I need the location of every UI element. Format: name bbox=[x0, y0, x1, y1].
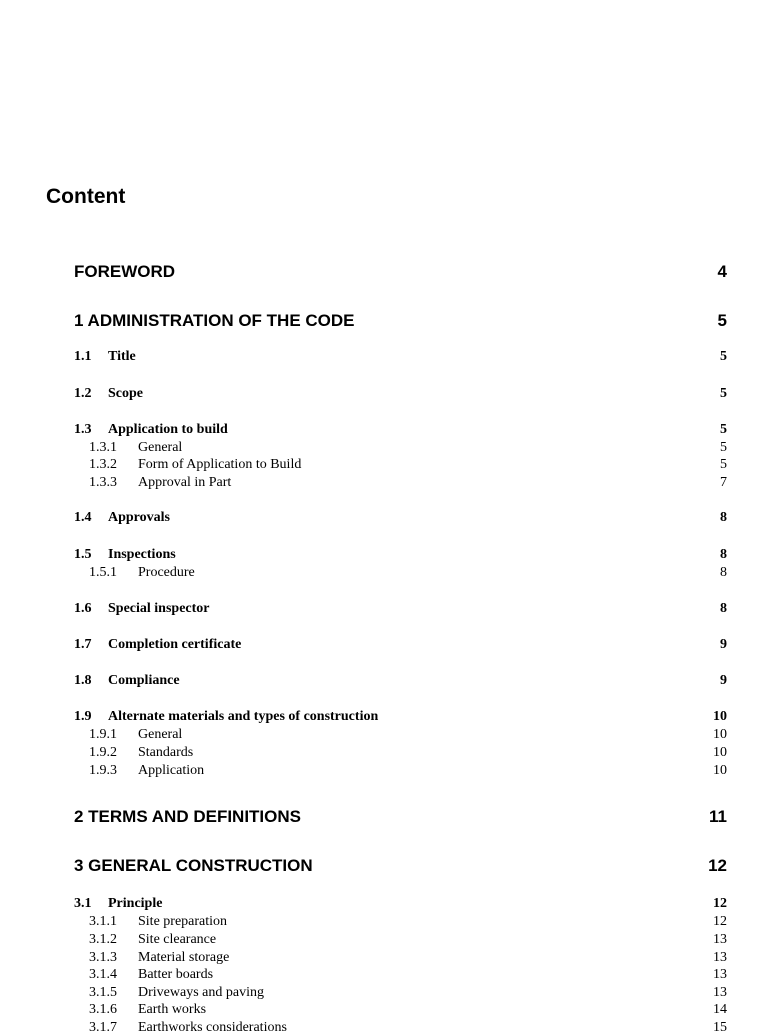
toc-entry-label bbox=[74, 456, 301, 473]
toc-entry-page-number: 8 bbox=[720, 510, 727, 525]
toc-entry-title: Earthworks considerations bbox=[138, 1020, 287, 1035]
toc-entry-number: 3.1.7 bbox=[89, 1020, 117, 1035]
toc-entry-label bbox=[74, 762, 204, 779]
toc-entry-page-number: 10 bbox=[713, 727, 727, 742]
toc-entry-label bbox=[74, 931, 216, 948]
toc-entry-number: 1.3.1 bbox=[89, 440, 117, 455]
toc-entry-section[interactable] bbox=[74, 546, 727, 563]
toc-entry-subsection[interactable] bbox=[74, 966, 727, 983]
toc-entry-label bbox=[74, 311, 355, 331]
toc-entry-label bbox=[74, 744, 193, 761]
toc-entry-number: 1.9.2 bbox=[89, 745, 117, 760]
toc-entry-title: Batter boards bbox=[138, 967, 214, 982]
toc-entry-label bbox=[74, 708, 378, 725]
toc-entry-section[interactable] bbox=[74, 895, 727, 912]
toc-entry-chapter[interactable] bbox=[74, 856, 727, 876]
toc-entry-page-number: 5 bbox=[720, 457, 727, 472]
toc-entry-title: Special inspector bbox=[108, 601, 210, 616]
toc-entry-number: 1.5.1 bbox=[89, 565, 117, 580]
toc-entry-page-number: 4 bbox=[717, 262, 727, 281]
toc-entry-title: Alternate materials and types of construction bbox=[108, 709, 379, 724]
toc-entry-page-number: 13 bbox=[713, 932, 727, 947]
toc-entry-label bbox=[74, 636, 241, 653]
toc-entry-label bbox=[74, 439, 182, 456]
toc-entry-label bbox=[74, 600, 210, 617]
toc-entry-section[interactable] bbox=[74, 600, 727, 617]
toc-entry-label bbox=[74, 672, 180, 689]
toc-entry-subsection[interactable] bbox=[74, 439, 727, 456]
toc-entry-label bbox=[74, 262, 175, 282]
toc-entry-number: 3.1 bbox=[74, 896, 92, 911]
toc-entry-label bbox=[74, 966, 213, 983]
page-title: Content bbox=[46, 185, 126, 208]
toc-entry-title: General bbox=[138, 727, 183, 742]
toc-entry-page-number: 15 bbox=[713, 1020, 727, 1035]
toc-entry-title: Form of Application to Build bbox=[138, 457, 302, 472]
toc-entry-label bbox=[74, 949, 229, 966]
toc-entry-page-number: 5 bbox=[720, 440, 727, 455]
toc-entry-title: 1 ADMINISTRATION OF THE CODE bbox=[74, 311, 355, 330]
toc-entry-page-number: 9 bbox=[720, 673, 727, 688]
toc-entry-number: 1.9.1 bbox=[89, 727, 117, 742]
toc-entry-subsection[interactable] bbox=[74, 762, 727, 779]
toc-entry-title: Site clearance bbox=[138, 932, 217, 947]
toc-entry-label bbox=[74, 421, 228, 438]
toc-entry-title: Site preparation bbox=[138, 914, 228, 929]
toc-entry-subsection[interactable] bbox=[74, 1019, 727, 1036]
toc-entry-label bbox=[74, 984, 264, 1001]
toc-entry-subsection[interactable] bbox=[74, 949, 727, 966]
toc-entry-title: Approval in Part bbox=[138, 475, 232, 490]
toc-entry-page-number: 10 bbox=[713, 763, 727, 778]
toc-entry-number: 3.1.2 bbox=[89, 932, 117, 947]
toc-entry-number: 1.4 bbox=[74, 510, 92, 525]
toc-entry-label bbox=[74, 1001, 206, 1018]
toc-entry-chapter[interactable] bbox=[74, 262, 727, 282]
toc-entry-title: Inspections bbox=[108, 547, 176, 562]
toc-entry-title: 2 TERMS AND DEFINITIONS bbox=[74, 807, 301, 826]
toc-entry-subsection[interactable] bbox=[74, 984, 727, 1001]
toc-entry-label bbox=[74, 474, 231, 491]
toc-entry-label bbox=[74, 895, 162, 912]
toc-entry-number: 1.7 bbox=[74, 637, 92, 652]
toc-entry-subsection[interactable] bbox=[74, 456, 727, 473]
toc-entry-page-number: 5 bbox=[720, 349, 727, 364]
toc-entry-number: 1.2 bbox=[74, 386, 92, 401]
toc-entry-title: Compliance bbox=[108, 673, 180, 688]
toc-entry-section[interactable] bbox=[74, 672, 727, 689]
toc-entry-subsection[interactable] bbox=[74, 1001, 727, 1018]
toc-entry-title: Driveways and paving bbox=[138, 985, 264, 1000]
toc-entry-page-number: 8 bbox=[720, 601, 727, 616]
toc-entry-page-number: 12 bbox=[708, 856, 727, 875]
toc-entry-page-number: 5 bbox=[717, 311, 727, 330]
toc-entry-number: 1.5 bbox=[74, 547, 92, 562]
toc-entry-number: 3.1.3 bbox=[89, 950, 117, 965]
toc-entry-title: Material storage bbox=[138, 950, 230, 965]
toc-entry-page-number: 8 bbox=[720, 547, 727, 562]
toc-entry-title: Application bbox=[138, 763, 205, 778]
toc-entry-subsection[interactable] bbox=[74, 726, 727, 743]
toc-entry-section[interactable] bbox=[74, 636, 727, 653]
toc-entry-title: Approvals bbox=[108, 510, 170, 525]
toc-entry-title: Scope bbox=[108, 386, 143, 401]
toc-entry-title: Earth works bbox=[138, 1002, 207, 1017]
toc-entry-number: 1.6 bbox=[74, 601, 92, 616]
toc-entry-page-number: 13 bbox=[713, 950, 727, 965]
toc-entry-label bbox=[74, 856, 313, 876]
toc-entry-subsection[interactable] bbox=[74, 931, 727, 948]
toc-entry-label bbox=[74, 1019, 287, 1036]
toc-entry-page-number: 12 bbox=[713, 914, 727, 929]
toc-entry-number: 1.9.3 bbox=[89, 763, 117, 778]
toc-entry-title: Application to build bbox=[108, 422, 228, 437]
toc-entry-page-number: 10 bbox=[713, 745, 727, 760]
toc-entry-number: 3.1.1 bbox=[89, 914, 117, 929]
toc-entry-title: General bbox=[138, 440, 183, 455]
toc-entry-page-number: 12 bbox=[713, 896, 727, 911]
toc-entry-title: Procedure bbox=[138, 565, 195, 580]
toc-entry-number: 1.3.3 bbox=[89, 475, 117, 490]
toc-entry-label bbox=[74, 726, 182, 743]
toc-entry-label bbox=[74, 807, 301, 827]
toc-entry-label bbox=[74, 546, 176, 563]
toc-entry-number: 1.8 bbox=[74, 673, 92, 688]
toc-entry-number: 1.1 bbox=[74, 349, 92, 364]
toc-entry-page-number: 7 bbox=[720, 475, 727, 490]
toc-entry-subsection[interactable] bbox=[74, 564, 727, 581]
toc-entry-label bbox=[74, 509, 170, 526]
toc-entry-number: 3.1.4 bbox=[89, 967, 117, 982]
toc-entry-page-number: 5 bbox=[720, 422, 727, 437]
toc-entry-title: Title bbox=[108, 349, 136, 364]
toc-entry-chapter[interactable] bbox=[74, 807, 727, 827]
toc-entry-section[interactable] bbox=[74, 348, 727, 365]
toc-entry-page-number: 8 bbox=[720, 565, 727, 580]
toc-entry-subsection[interactable] bbox=[74, 913, 727, 930]
toc-entry-number: 1.3.2 bbox=[89, 457, 117, 472]
toc-entry-title: Completion certificate bbox=[108, 637, 242, 652]
toc-entry-section[interactable] bbox=[74, 708, 727, 725]
toc-entry-title: Standards bbox=[138, 745, 194, 760]
toc-entry-section[interactable] bbox=[74, 385, 727, 402]
toc-entry-section[interactable] bbox=[74, 509, 727, 526]
toc-entry-number: 3.1.6 bbox=[89, 1002, 117, 1017]
toc-entry-page-number: 13 bbox=[713, 985, 727, 1000]
toc-entry-page-number: 10 bbox=[713, 709, 727, 724]
toc-entry-number: 1.3 bbox=[74, 422, 92, 437]
toc-entry-page-number: 14 bbox=[713, 1002, 727, 1017]
toc-entry-title: Principle bbox=[108, 896, 163, 911]
toc-entry-label bbox=[74, 348, 136, 365]
toc-entry-section[interactable] bbox=[74, 421, 727, 438]
toc-entry-chapter[interactable] bbox=[74, 311, 727, 331]
toc-entry-label bbox=[74, 385, 143, 402]
toc-entry-subsection[interactable] bbox=[74, 744, 727, 761]
toc-entry-page-number: 5 bbox=[720, 386, 727, 401]
toc-entry-title: FOREWORD bbox=[74, 262, 176, 281]
toc-entry-subsection[interactable] bbox=[74, 474, 727, 491]
toc-entry-label bbox=[74, 564, 195, 581]
toc-entry-page-number: 13 bbox=[713, 967, 727, 982]
toc-entry-number: 1.9 bbox=[74, 709, 92, 724]
toc-entry-page-number: 9 bbox=[720, 637, 727, 652]
toc-entry-title: 3 GENERAL CONSTRUCTION bbox=[74, 856, 313, 875]
toc-entry-label bbox=[74, 913, 227, 930]
toc-entry-number: 3.1.5 bbox=[89, 985, 117, 1000]
toc-entry-page-number: 11 bbox=[709, 807, 727, 826]
